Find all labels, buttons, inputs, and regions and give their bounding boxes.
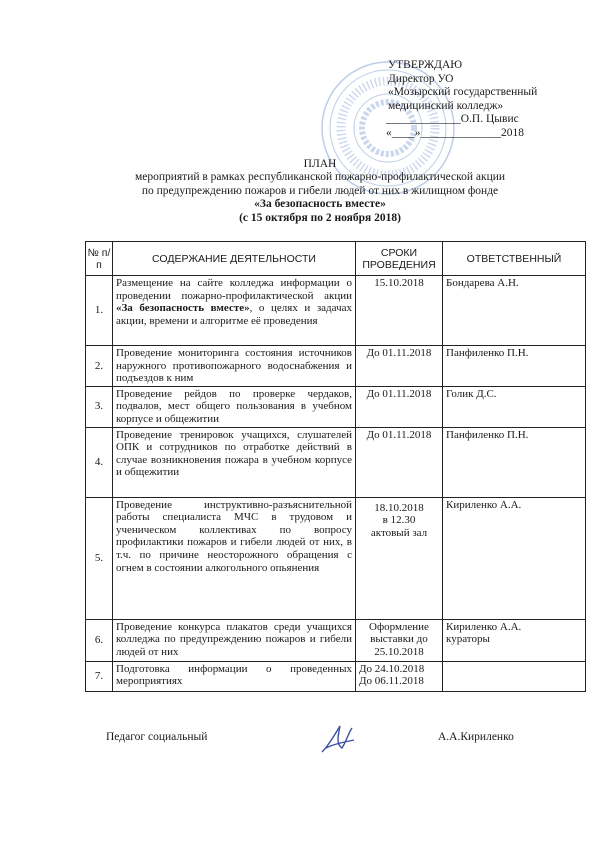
approval-block [388,59,588,141]
approval-heading: УТВЕРЖДАЮ [388,59,463,71]
row-num: 3. [86,386,113,427]
row-date-line: До 06.11.2018 [359,675,424,688]
table-row [86,346,586,387]
table-row [86,427,586,497]
table-row [86,386,586,427]
title-plan: ПЛАН [303,158,337,170]
footer-name: А.А.Кириленко [438,731,514,743]
row-date-line: в 12.30 [382,514,416,527]
row-date: До 01.11.2018 [356,427,443,497]
row-num: 6. [86,619,113,661]
row-content-text: Размещение на сайте колледжа информации о проведении пожарно-профилактической акции [116,277,352,302]
table-row [86,497,586,619]
row-content: Подготовка информации о проведенных мероприятиях [113,661,356,691]
header-responsible: ОТВЕТСТВЕННЫЙ [443,242,586,276]
row-date-line: До 24.10.2018 [359,662,425,675]
row-content-text-end: , о целях и задачах акции, времени и алгоритме её проведения [116,302,352,327]
document-title [40,158,600,225]
row-responsible-line: Кириленко А.А. [446,620,522,633]
header-num: № п/п [86,242,113,276]
table-header-row [86,242,586,276]
row-responsible: Панфиленко П.Н. [443,346,586,387]
row-num: 4. [86,427,113,497]
row-num: 7. [86,661,113,691]
title-period: (с 15 октября по 2 ноября 2018) [239,211,401,224]
row-content: Проведение инструктивно-разъяснительной работы специалиста МЧС в трудовом и ученическом коллективах по вопросу профилактики пожаров и гибели людей от них, в т.ч. по причине неосторожного обращения с огнем в состоянии алкогольного опьянения [113,497,356,619]
row-responsible-line: кураторы [446,633,490,646]
row-content [113,276,356,346]
row-content: Проведение тренировок учащихся, слушателей ОПК и сотрудников по отработке действий в случае возникновения пожара в учебном корпусе и общежитии [113,427,356,497]
header-content: СОДЕРЖАНИЕ ДЕЯТЕЛЬНОСТИ [113,242,356,276]
row-content: Проведение рейдов по проверке чердаков, подвалов, мест общего пользования в учебном корпусе и общежитии [113,386,356,427]
row-responsible: Бондарева А.Н. [443,276,586,346]
approval-signer: _____________О.П. Цывис [386,113,519,126]
row-date: До 01.11.2018 [356,386,443,427]
row-date: До 01.11.2018 [356,346,443,387]
approval-org-line1: «Мозырский государственный [388,86,538,99]
row-date [356,497,443,619]
row-date [356,661,443,691]
row-responsible [443,619,586,661]
row-num: 1. [86,276,113,346]
header-dates: СРОКИ ПРОВЕДЕНИЯ [356,242,443,276]
plan-table [85,241,586,692]
row-content: Проведение мониторинга состояния источников наружного противопожарного водоснабжения и подъездов к ним [113,346,356,387]
approval-date: «____»______________2018 [386,126,524,139]
handwritten-signature [318,718,358,758]
approval-position: Директор УО [388,72,454,85]
title-campaign-name: «За безопасность вместе» [254,198,386,211]
row-date-line: выставки до [370,633,428,646]
footer-position: Педагог социальный [106,731,208,743]
table-row [86,276,586,346]
table-row [86,661,586,691]
row-date-line: 18.10.2018 [374,501,424,514]
row-responsible: Голик Д.С. [443,386,586,427]
row-content: Проведение конкурса плакатов среди учащихся колледжа по предупреждению пожаров и гибели людей от них [113,619,356,661]
row-date-line: Оформление [369,620,429,633]
row-num: 5. [86,497,113,619]
table-row [86,619,586,661]
row-responsible: Панфиленко П.Н. [443,427,586,497]
row-date-line: актовый зал [370,526,428,539]
title-subtitle-2: по предупреждению пожаров и гибели людей от них в жилищном фонде [141,184,499,197]
row-date: 15.10.2018 [356,276,443,346]
approval-org-line2: медицинский колледж» [388,99,504,112]
row-responsible [443,661,586,691]
row-responsible: Кириленко А.А. [443,497,586,619]
row-content-campaign: «За безопасность вместе» [116,302,250,315]
row-num: 2. [86,346,113,387]
row-date [356,619,443,661]
row-date-line: 25.10.2018 [374,645,424,658]
title-subtitle-1: мероприятий в рамках республиканской пожарно-профилактической акции [134,171,506,184]
